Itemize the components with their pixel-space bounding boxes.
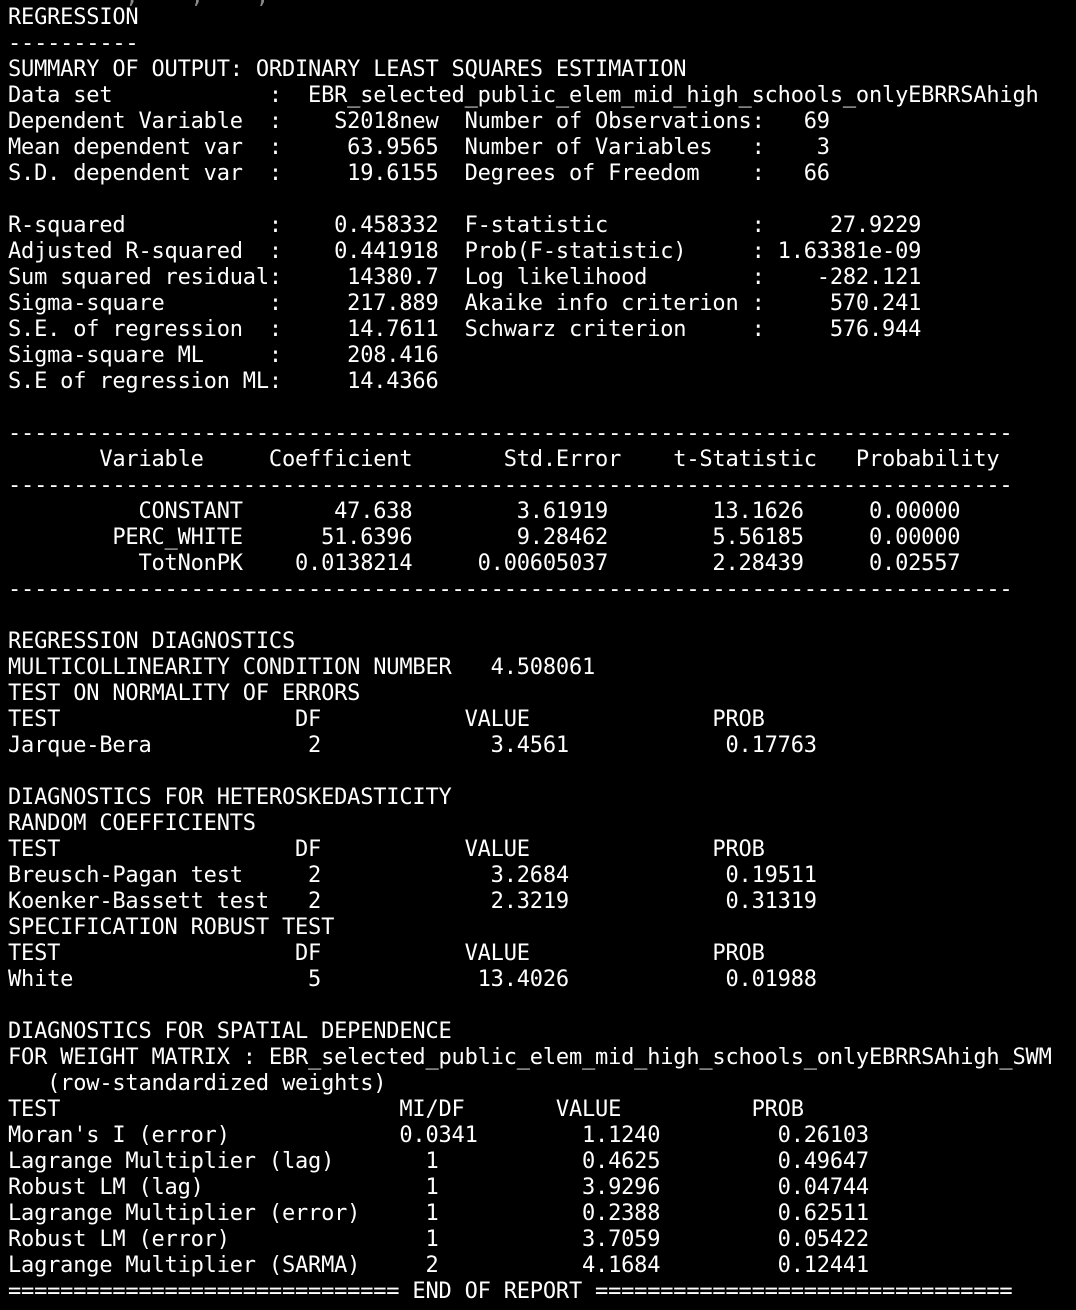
report-line: PERC_WHITE 51.6396 9.28462 5.56185 0.00000 xyxy=(8,525,961,550)
report-line: S.E. of regression : 14.7611 Schwarz criterion : 576.944 xyxy=(8,317,922,342)
report-line: TEST DF VALUE PROB xyxy=(8,707,765,732)
report-line: Lagrange Multiplier (SARMA) 2 4.1684 0.12441 xyxy=(8,1253,869,1278)
report-line: Mean dependent var : 63.9565 Number of Variables : 3 xyxy=(8,135,830,160)
report-line: Breusch-Pagan test 2 3.2684 0.19511 xyxy=(8,863,817,888)
report-line: TEST ON NORMALITY OF ERRORS xyxy=(8,681,361,706)
report-line: Sum squared residual: 14380.7 Log likelihood : -282.121 xyxy=(8,265,922,290)
report-line: TEST DF VALUE PROB xyxy=(8,837,765,862)
report-line: SPECIFICATION ROBUST TEST xyxy=(8,915,335,940)
report-line: Sigma-square ML : 208.416 xyxy=(8,343,439,368)
report-line: Data set : EBR_selected_public_elem_mid_high_schools_onlyEBRRSAhigh xyxy=(8,83,1039,108)
report-line: SUMMARY OF OUTPUT: ORDINARY LEAST SQUARES ESTIMATION xyxy=(8,57,687,82)
report-line: TEST DF VALUE PROB xyxy=(8,941,765,966)
report-line: ============================== END OF REPORT ================================ xyxy=(8,1279,1013,1304)
report-line: ---------- xyxy=(8,31,139,56)
report-line: Dependent Variable : S2018new Number of Observations: 69 xyxy=(8,109,830,134)
report-line: DIAGNOSTICS FOR SPATIAL DEPENDENCE xyxy=(8,1019,452,1044)
report-line: Variable Coefficient Std.Error t-Statistic Probability xyxy=(8,447,1000,472)
report-line: Moran's I (error) 0.0341 1.1240 0.26103 xyxy=(8,1123,869,1148)
report-line: ----------------------------------------------------------------------------- xyxy=(8,473,1013,498)
report-line: FOR WEIGHT MATRIX : EBR_selected_public_elem_mid_high_schools_onlyEBRRSAhigh_SWM xyxy=(8,1045,1052,1070)
report-line: (row-standardized weights) xyxy=(8,1071,387,1096)
report-line: R-squared : 0.458332 F-statistic : 27.9229 xyxy=(8,213,922,238)
report-line: White 5 13.4026 0.01988 xyxy=(8,967,817,992)
report-line: REGRESSION DIAGNOSTICS xyxy=(8,629,295,654)
report-line: S.E of regression ML: 14.4366 xyxy=(8,369,439,394)
report-line: Koenker-Bassett test 2 2.3219 0.31319 xyxy=(8,889,817,914)
report-line: ----------------------------------------------------------------------------- xyxy=(8,421,1013,446)
report-line: Lagrange Multiplier (lag) 1 0.4625 0.49647 xyxy=(8,1149,869,1174)
report-line: MULTICOLLINEARITY CONDITION NUMBER 4.508061 xyxy=(8,655,596,680)
report-line: REGRESSION xyxy=(8,5,139,30)
report-line: DIAGNOSTICS FOR HETEROSKEDASTICITY xyxy=(8,785,452,810)
report-line: TEST MI/DF VALUE PROB xyxy=(8,1097,804,1122)
report-line: RANDOM COEFFICIENTS xyxy=(8,811,256,836)
report-line: Robust LM (error) 1 3.7059 0.05422 xyxy=(8,1227,869,1252)
report-line: Robust LM (lag) 1 3.9296 0.04744 xyxy=(8,1175,869,1200)
report-line: S.D. dependent var : 19.6155 Degrees of Freedom : 66 xyxy=(8,161,830,186)
report-line: TotNonPK 0.0138214 0.00605037 2.28439 0.02557 xyxy=(8,551,961,576)
report-line: Jarque-Bera 2 3.4561 0.17763 xyxy=(8,733,817,758)
report-line: Sigma-square : 217.889 Akaike info criterion : 570.241 xyxy=(8,291,922,316)
report-line: Adjusted R-squared : 0.441918 Prob(F-statistic) : 1.63381e-09 xyxy=(8,239,922,264)
report-line: CONSTANT 47.638 3.61919 13.1626 0.00000 xyxy=(8,499,961,524)
report-line: ----------------------------------------------------------------------------- xyxy=(8,577,1013,602)
report-line: Lagrange Multiplier (error) 1 0.2388 0.62511 xyxy=(8,1201,869,1226)
